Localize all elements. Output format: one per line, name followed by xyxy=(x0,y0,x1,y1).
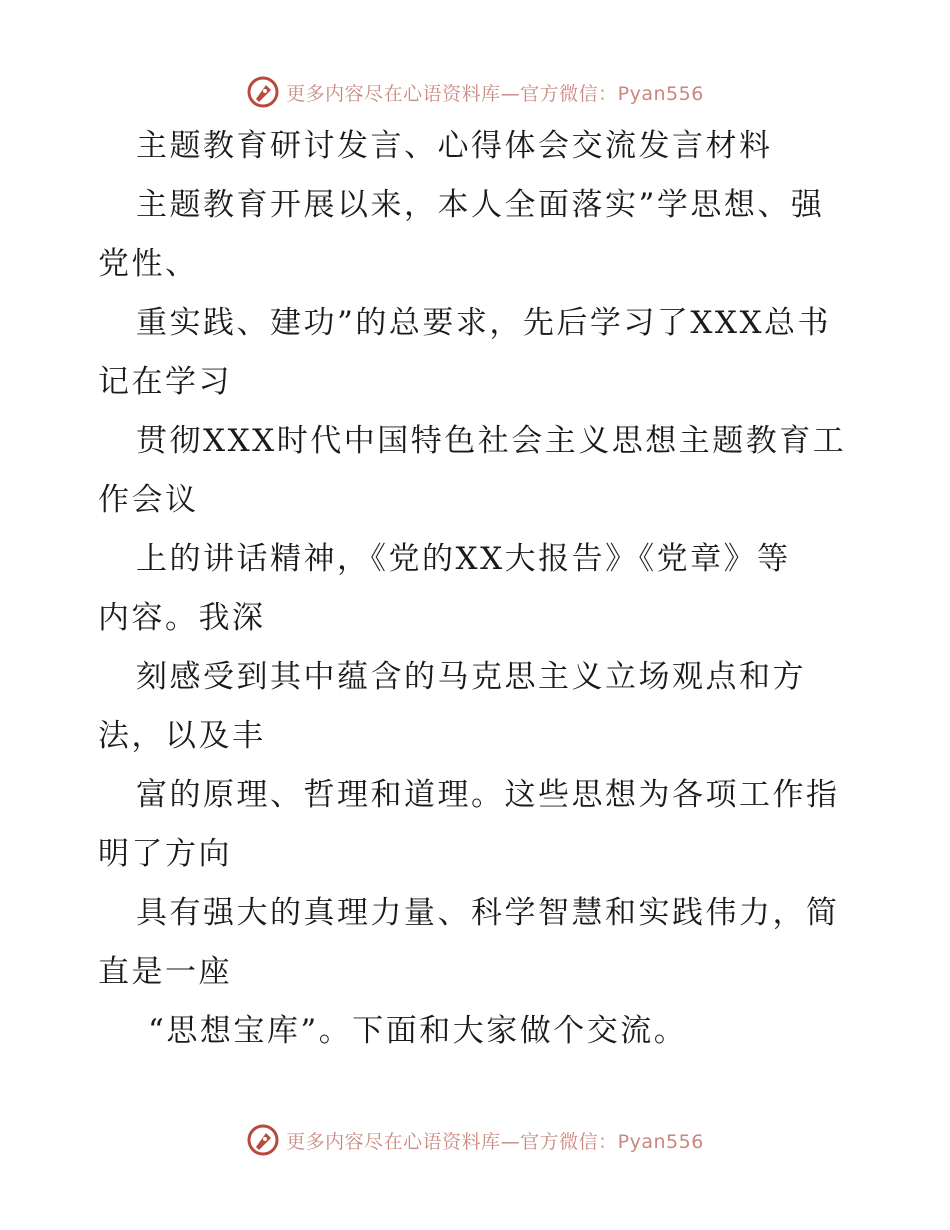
paragraph-line: 具有强大的真理力量、科学智慧和实践伟力，简 xyxy=(136,895,840,931)
paragraph-line: “思想宝库”。下面和大家做个交流。 xyxy=(148,1013,688,1049)
pen-nib-logo-icon xyxy=(246,1123,280,1157)
pen-nib-logo-icon xyxy=(246,75,280,109)
header-watermark xyxy=(0,72,950,112)
paragraph-line: 直是一座 xyxy=(98,954,232,990)
paragraph-line: 刻感受到其中蕴含的马克思主义立场观点和方 xyxy=(136,659,806,695)
paragraph-line: 内容。我深 xyxy=(98,600,266,636)
watermark-text: 更多内容尽在心语资料库—官方微信：Pyan556 xyxy=(286,82,704,105)
watermark-text: 更多内容尽在心语资料库—官方微信：Pyan556 xyxy=(286,1130,704,1153)
paragraph-line: 记在学习 xyxy=(98,364,232,400)
paragraph-line: 主题教育开展以来，本人全面落实”学思想、强 xyxy=(136,187,825,223)
paragraph-line: 上的讲话精神，《党的XX大报告》《党章》等 xyxy=(136,541,791,577)
paragraph-line: 党性、 xyxy=(98,246,199,282)
paragraph-line: 贯彻XXX时代中国特色社会主义思想主题教育工 xyxy=(136,423,847,459)
paragraph-line: 富的原理、哲理和道理。这些思想为各项工作指 xyxy=(136,777,840,813)
document-body xyxy=(98,117,858,1061)
paragraph-line: 法，以及丰 xyxy=(98,718,266,754)
paragraph-line: 作会议 xyxy=(98,482,199,518)
paragraph-line: 明了方向 xyxy=(98,836,232,872)
document-title: 主题教育研讨发言、心得体会交流发言材料 xyxy=(136,128,773,164)
footer-watermark xyxy=(0,1120,950,1160)
paragraph-line: 重实践、建功”的总要求，先后学习了XXX总书 xyxy=(136,305,832,341)
